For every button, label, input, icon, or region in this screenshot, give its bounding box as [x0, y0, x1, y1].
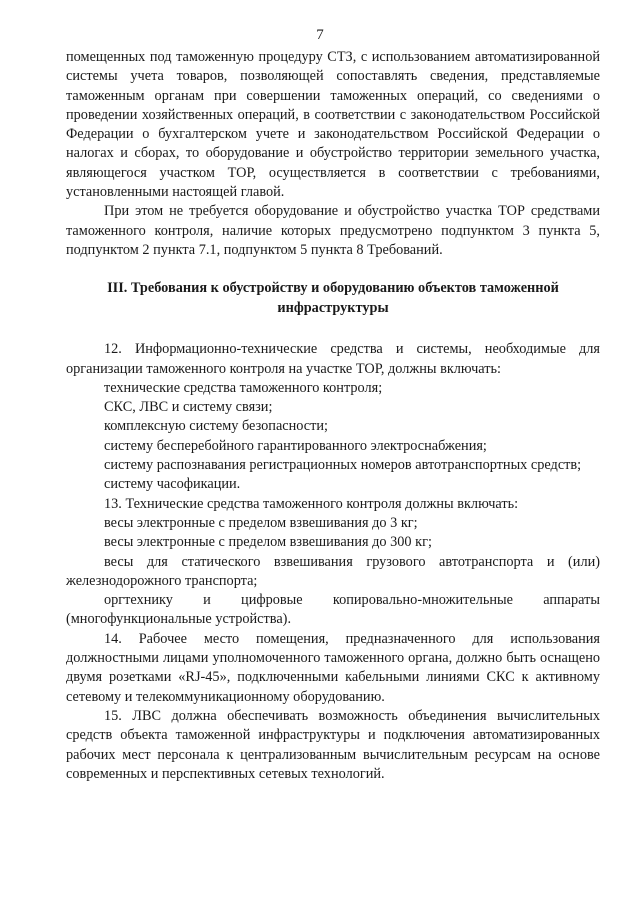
list-item: систему бесперебойного гарантированного электроснабжения;	[104, 437, 487, 454]
list-item: систему распознавания регистрационных номеров автотранспортных средств;	[104, 457, 582, 474]
paragraph-continuation: помещенных под таможенную процедуру СТЗ, с использованием автоматизированной системы учета товаров, позволяющей сопоставлять сведения, представляемые таможенным органам при совершении таможенных операций, со сведениями о проведении хозяйственных операций, в соответствии с законодательством Российской Федерации о бухгалтерском учете и законодательством Российской Федерации о налогах и сборах, то оборудование и обустройство территории земельного участка, являющегося участком ТОР, осуществляется в соответствии с требованиями, установленными настоящей главой.	[66, 49, 600, 201]
page-number: 7	[316, 27, 324, 43]
document-body	[66, 48, 600, 784]
paragraph: При этом не требуется оборудование и обустройство участка ТОР средствами таможенного контроля, наличие которых предусмотрено подпунктом 3 пункта 5, подпунктом 2 пункта 7.1, подпунктом 5 пункта 8 Требований.	[66, 203, 600, 258]
paragraph-item-14: 14. Рабочее место помещения, предназначенного для использования должностными лицами уполномоченного таможенного органа, должно быть оснащено двумя розетками «RJ-45», подключенными кабельными линиями СКС к активному сетевому и телекоммуникационному оборудованию.	[66, 630, 600, 705]
list-item: систему часофикации.	[104, 476, 241, 493]
list-item: весы электронные с пределом взвешивания до 3 кг;	[104, 514, 418, 531]
list-item: СКС, ЛВС и систему связи;	[104, 399, 273, 416]
list-item: весы электронные с пределом взвешивания до 300 кг;	[104, 534, 432, 551]
paragraph-item-13: 13. Технические средства таможенного контроля должны включать:	[104, 495, 519, 512]
section-heading: III. Требования к обустройству и оборудованию объектов таможенной инфраструктуры	[107, 280, 559, 317]
list-item: комплексную систему безопасности;	[104, 418, 329, 435]
list-item: оргтехнику и цифровые копировально-множительные аппараты (многофункциональные устройства).	[66, 592, 600, 628]
list-item: технические средства таможенного контроля;	[104, 379, 383, 396]
paragraph-item-15: 15. ЛВС должна обеспечивать возможность объединения вычислительных средств объекта таможенной инфраструктуры и подключения автоматизированных рабочих мест персонала к централизованным вычислительным ресурсам на основе современных и перспективных сетевых технологий.	[66, 707, 600, 782]
paragraph-item-12: 12. Информационно-технические средства и системы, необходимые для организации таможенного контроля на участке ТОР, должны включать:	[66, 341, 600, 377]
list-item: весы для статического взвешивания грузового автотранспорта и (или) железнодорожного транспорта;	[66, 553, 600, 589]
